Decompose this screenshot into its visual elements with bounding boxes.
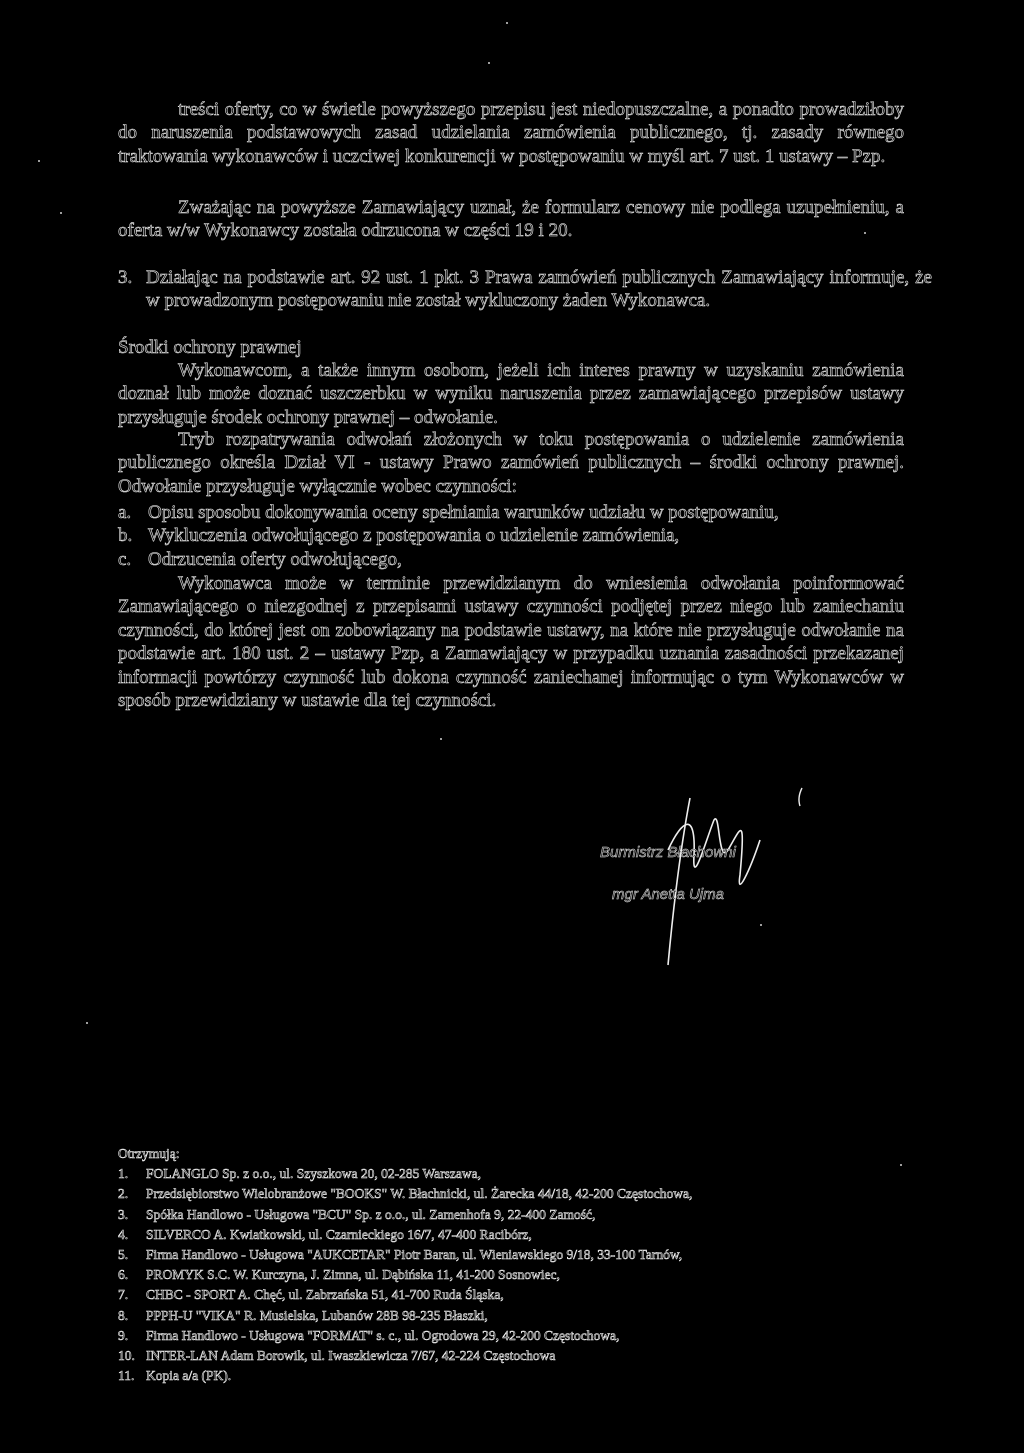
recipient-item bbox=[118, 1265, 898, 1285]
recipient-number: 4. bbox=[118, 1226, 129, 1242]
list-letter: c. bbox=[118, 548, 132, 570]
recipient-text: PPPH-U "VIKA" R. Musielska, Lubanów 28B 98-235 Błaszki, bbox=[146, 1307, 488, 1323]
recipient-text: INTER-LAN Adam Borowik, ul. Iwaszkiewicza 7/67, 42-224 Częstochowa bbox=[146, 1348, 556, 1364]
recipients-heading: Otrzymują: bbox=[118, 1146, 180, 1161]
signature-name: mgr Anetta Ujma bbox=[612, 886, 724, 903]
scan-speck bbox=[440, 738, 442, 740]
paragraph-text: Wykonawca może w terminie przewidzianym do wniesienia odwołania poinformować Zamawiającego o niezgodnej z przepisami ustawy czynności podjętej przez niego lub zaniechaniu czynności, do której jest on zobowiązany na podstawie ustawy, na które nie przysługuje odwołanie na podstawie art. 180 ust. 2 – ustawy Pzp, a Zamawiający w przypadku uznania zasadności przekazanej informacji powtórzy czynność lub dokona czynność zaniechanej informując o tym Wykonawców w sposób przewidziany w ustawie dla tej czynności. bbox=[118, 573, 904, 712]
recipient-text: Przedsiębiorstwo Wielobranżowe "BOOKS" W. Błachnicki, ul. Żarecka 44/18, 42-200 Częstochowa, bbox=[146, 1186, 693, 1202]
recipient-item bbox=[118, 1164, 898, 1184]
list-item bbox=[118, 548, 904, 571]
list-text: Opisu sposobu dokonywania oceny spełniania warunków udziału w postępowaniu, bbox=[148, 502, 779, 523]
list-text: Wykluczenia odwołującego z postępowania o udzielenie zamówienia, bbox=[148, 525, 680, 547]
list-letter: a. bbox=[118, 502, 132, 523]
recipient-number: 9. bbox=[118, 1327, 129, 1343]
paragraph-price-form bbox=[118, 196, 904, 243]
remedies-heading bbox=[118, 336, 904, 359]
handwritten-signature bbox=[590, 780, 830, 980]
scan-speck bbox=[86, 1022, 88, 1024]
recipient-item bbox=[118, 1346, 898, 1366]
paragraph-no-exclusion bbox=[118, 266, 932, 313]
recipient-item bbox=[118, 1326, 898, 1346]
recipient-number: 2. bbox=[118, 1186, 129, 1202]
recipient-text: Kopia a/a (PK). bbox=[146, 1368, 232, 1384]
list-item bbox=[118, 524, 904, 547]
recipients-list bbox=[118, 1144, 898, 1386]
section-heading: Środki ochrony prawnej bbox=[118, 337, 302, 358]
recipient-text: PROMYK S.C. W. Kurczyna, J. Zimna, ul. Dąbińska 11, 41-200 Sosnowiec, bbox=[146, 1267, 560, 1283]
scan-speck bbox=[60, 212, 62, 214]
recipient-number: 6. bbox=[118, 1267, 129, 1283]
paragraph-appeal-procedure bbox=[118, 428, 904, 498]
recipient-rows bbox=[118, 1164, 898, 1386]
scan-speck bbox=[506, 22, 508, 24]
recipient-text: Firma Handlowo - Usługowa "FORMAT" s. c., ul. Ogrodowa 29, 42-200 Częstochowa, bbox=[146, 1327, 620, 1343]
paragraph-number: 3. bbox=[118, 267, 133, 288]
recipient-text: FOLANGLO Sp. z o.o., ul. Szyszkowa 20, 02-285 Warszawa, bbox=[146, 1166, 481, 1182]
scan-speck bbox=[760, 924, 762, 926]
list-item bbox=[118, 501, 904, 524]
scan-speck bbox=[488, 62, 490, 64]
recipient-number: 1. bbox=[118, 1166, 129, 1182]
paragraph-text: Działając na podstawie art. 92 ust. 1 pkt. 3 Prawa zamówień publicznych Zamawiający informuje, że w prowadzonym postępowaniu nie został wykluczony żaden Wykonawca. bbox=[146, 267, 932, 312]
recipient-number: 11. bbox=[118, 1368, 135, 1384]
list-text: Odrzucenia oferty odwołującego, bbox=[148, 548, 402, 570]
signature-title: Burmistrz Błachowni bbox=[600, 844, 736, 861]
recipient-text: CHBC - SPORT A. Chęć, ul. Zabrzańska 51, 41-700 Ruda Śląska, bbox=[146, 1287, 504, 1303]
paragraph-text: Wykonawcom, a także innym osobom, jeżeli ich interes prawny w uzyskaniu zamówienia doznał lub może doznać uszczerbku w wyniku naruszenia przez zamawiającego przepisów ustawy przysługuje środek ochrony prawnej – odwołanie. bbox=[118, 360, 904, 428]
recipient-number: 5. bbox=[118, 1247, 129, 1263]
paragraph-notification bbox=[118, 572, 904, 712]
paragraph-text: treści oferty, co w świetle powyższego przepisu jest niedopuszczalne, a ponadto prowadziłoby do naruszenia podstawowych zasad udzielania zamówienia publicznego, tj. zasady równego traktowania wykonawców i uczciwej konkurencji w postępowaniu w myśl art. 7 ust. 1 ustawy – Pzp. bbox=[118, 99, 904, 167]
recipient-number: 8. bbox=[118, 1307, 129, 1323]
scan-speck bbox=[864, 232, 866, 234]
paragraph-text: Zważając na powyższe Zamawiający uznał, że formularz cenowy nie podlega uzupełnieniu, a oferta w/w Wykonawcy została odrzucona w części 19 i 20. bbox=[118, 197, 904, 242]
recipient-item bbox=[118, 1245, 898, 1265]
recipient-item bbox=[118, 1225, 898, 1245]
recipient-number: 10. bbox=[118, 1348, 135, 1364]
recipient-number: 3. bbox=[118, 1206, 129, 1222]
paragraph-remedies-intro bbox=[118, 359, 904, 429]
list-letter: b. bbox=[118, 525, 133, 547]
appeal-actions-list bbox=[118, 501, 904, 571]
paragraph-offer-content bbox=[118, 98, 904, 168]
paragraph-text: Tryb rozpatrywania odwołań złożonych w toku postępowania o udzielenie zamówienia publicznego określa Dział VI - ustawy Prawo zamówień publicznych – środki ochrony prawnej. Odwołanie przysługuje wyłącznie wobec czynności: bbox=[118, 429, 904, 497]
recipient-item bbox=[118, 1205, 898, 1225]
scan-speck bbox=[900, 1164, 902, 1166]
recipient-number: 7. bbox=[118, 1287, 129, 1303]
scan-speck bbox=[38, 160, 40, 162]
recipient-item bbox=[118, 1366, 898, 1386]
recipient-text: SILVERCO A. Kwiatkowski, ul. Czarnieckiego 16/7, 47-400 Racibórz, bbox=[146, 1226, 532, 1242]
recipient-item bbox=[118, 1306, 898, 1326]
recipient-text: Spółka Handlowo - Usługowa "BCU" Sp. z o.o., ul. Zamenhofa 9, 22-400 Zamość, bbox=[146, 1206, 596, 1222]
recipient-item bbox=[118, 1184, 898, 1204]
recipient-text: Firma Handlowo - Usługowa "AUKCETAR" Piotr Baran, ul. Wieniawskiego 9/18, 33-100 Tarnów, bbox=[146, 1247, 683, 1263]
recipient-item bbox=[118, 1285, 898, 1305]
signature-stamp bbox=[590, 780, 830, 980]
